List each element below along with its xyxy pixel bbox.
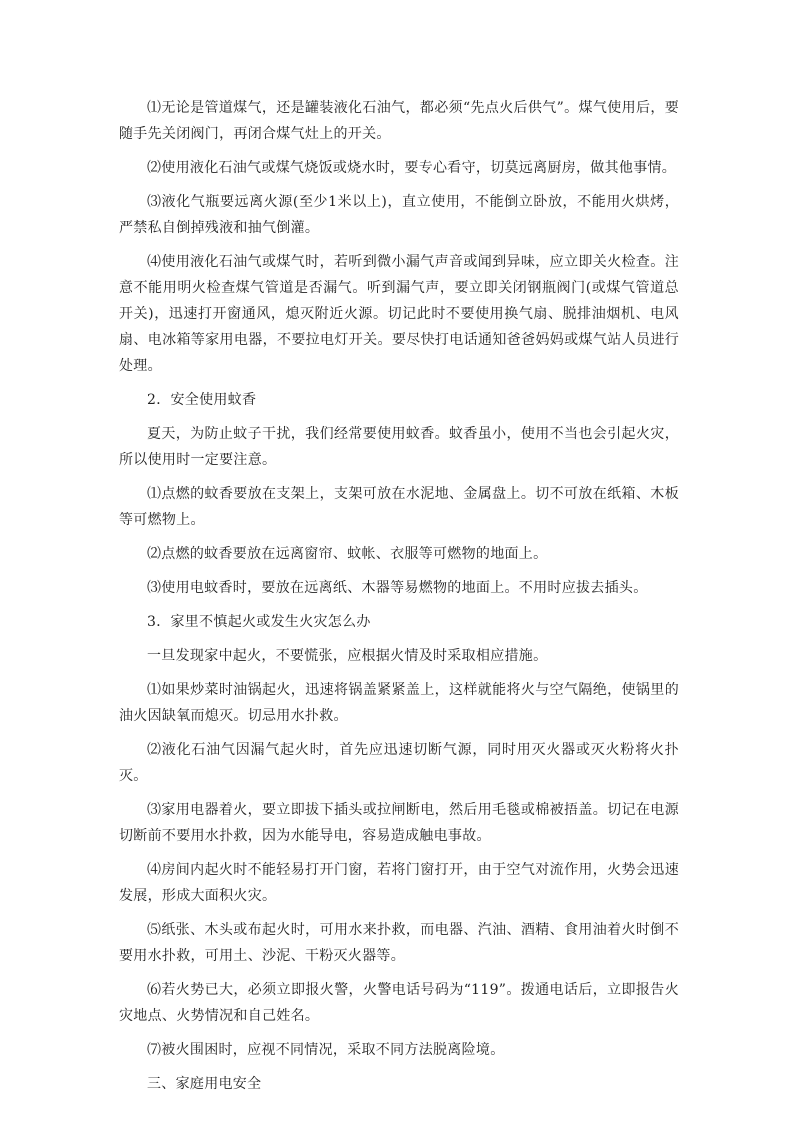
document-page	[119, 95, 679, 1105]
paragraph-gas-cylinder: ⑶液化气瓶要远离火源(至少1米以上)，直立使用，不能倒立卧放，不能用火烘烤，严禁私自倒掉残液和抽气倒灌。	[119, 194, 679, 236]
paragraph-oil-pan-fire: ⑴如果炒菜时油锅起火，迅速将锅盖紧紧盖上，这样就能将火与空气隔绝，使锅里的油火因缺氧而熄灭。切忌用水扑救。	[119, 682, 679, 724]
paragraph-fire-intro: 一旦发现家中起火，不要慌张，应根据火情及时采取相应措施。	[147, 648, 548, 664]
paragraph-material-fire: ⑸纸张、木头或布起火时，可用水来扑救，而电器、汽油、酒精、食用油着火时倒不要用水扑救，可用土、沙泥、干粉灭火器等。	[119, 922, 679, 964]
paragraph-room-fire: ⑷房间内起火时不能轻易打开门窗，若将门窗打开，由于空气对流作用，火势会迅速发展，形成大面积火灾。	[119, 862, 679, 904]
section-heading-home-fire: 3．家里不慎起火或发生火灾怎么办	[147, 614, 371, 630]
paragraph-appliance-fire: ⑶家用电器着火，要立即拔下插头或拉闸断电，然后用毛毯或棉被捂盖。切记在电源切断前不要用水扑救，因为水能导电，容易造成触电事故。	[119, 802, 679, 844]
paragraph-trapped: ⑺被火围困时，应视不同情况，采取不同方法脱离险境。	[147, 1042, 505, 1058]
section-heading-mosquito-coil: 2．安全使用蚊香	[147, 392, 257, 408]
paragraph-report-fire: ⑹若火势已大，必须立即报火警，火警电话号码为“119”。拨通电话后，立即报告火灾地点、火势情况和自己姓名。	[119, 982, 679, 1024]
paragraph-gas-ignition: ⑴无论是管道煤气，还是罐装液化石油气，都必须“先点火后供气”。煤气使用后，要随手先关闭阀门，再闭合煤气灶上的开关。	[119, 100, 679, 142]
paragraph-electric-mosquito: ⑶使用电蚊香时，要放在远离纸、木器等易燃物的地面上。不用时应拔去插头。	[147, 580, 648, 596]
paragraph-gas-leak: ⑷使用液化石油气或煤气时，若听到微小漏气声音或闻到异味，应立即关火检查。注意不能用明火检查煤气管道是否漏气。听到漏气声，要立即关闭钢瓶阀门(或煤气管道总开关)，迅速打开窗通风，熄灭附近火源。切记此时不要使用换气扇、脱排油烟机、电风扇、电冰箱等家用电器，不要拉电灯开关。要尽快打电话通知爸爸妈妈或煤气站人员进行处理。	[119, 254, 679, 374]
paragraph-mosquito-stand: ⑴点燃的蚊香要放在支架上，支架可放在水泥地、金属盘上。切不可放在纸箱、木板等可燃物上。	[119, 486, 679, 528]
paragraph-mosquito-intro: 夏天，为防止蚊子干扰，我们经常要使用蚊香。蚊香虽小，使用不当也会引起火灾，所以使用时一定要注意。	[119, 426, 679, 468]
paragraph-mosquito-placement: ⑵点燃的蚊香要放在远离窗帘、蚊帐、衣服等可燃物的地面上。	[147, 546, 548, 562]
section-heading-electricity: 三、家庭用电安全	[147, 1076, 262, 1092]
paragraph-gas-cooking: ⑵使用液化石油气或煤气烧饭或烧水时，要专心看守，切莫远离厨房，做其他事情。	[147, 160, 677, 176]
paragraph-lpg-fire: ⑵液化石油气因漏气起火时，首先应迅速切断气源，同时用灭火器或灭火粉将火扑灭。	[119, 742, 679, 784]
